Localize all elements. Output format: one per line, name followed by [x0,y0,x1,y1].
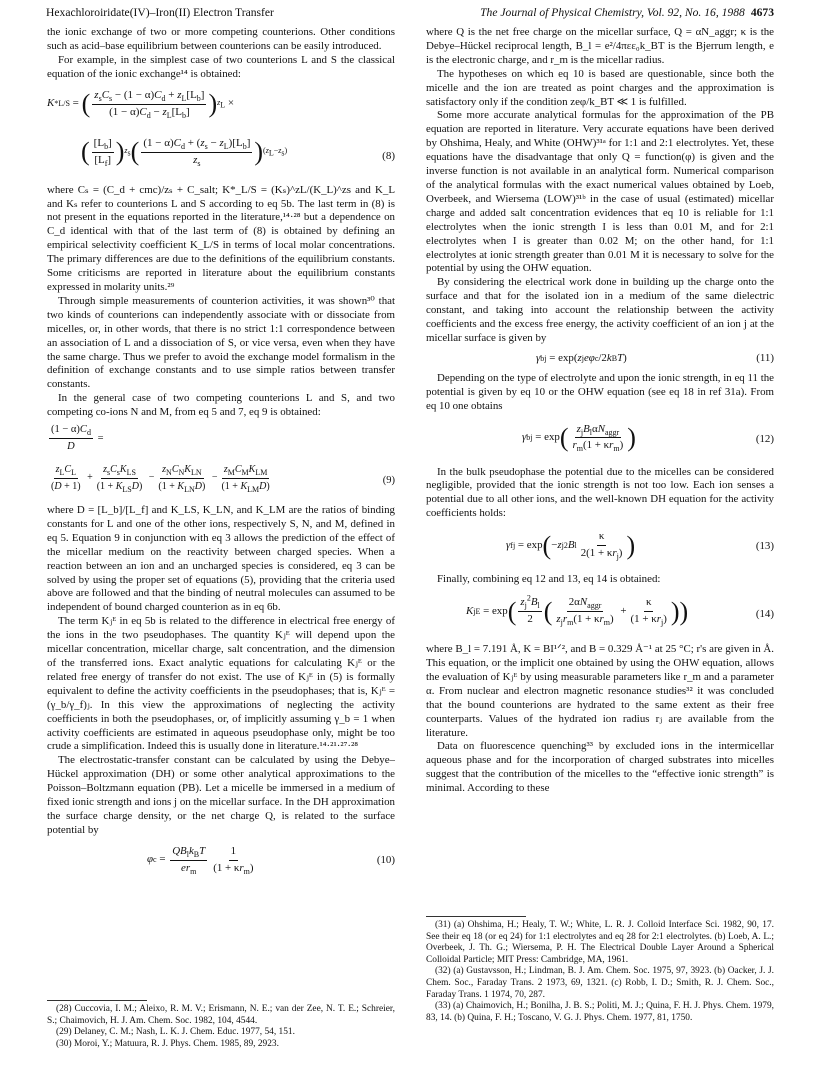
page-header [46,6,774,22]
right-footnotes [426,920,774,1024]
equation-9: $\frac{(1 - \alpha)C_d}{D}$ = $\frac{z_LC_L}{(D + 1)}$ + $\frac{z_sC_sK_{LS}}{(1 + K_{LS}D)}$ − $\frac{z_NC_NK_{LN}}{(1 + K_{LN}D)}$ − $\frac{z_MC_MK_{LM}}{(1 + K_{LM}D)}$ (9) [51,424,395,494]
right-paragraph-3: Some more accurate analytical formulas for the approximation of the PB equation are reported in literature. Very accurate equations have been derived by Ohshima, Healy, and White (OHW)³¹ᵃ for 1:1 and 2:1 electrolytes. Yet, these equations have the disadvantage that only Q = function(φ) is given and the inverse function is not available in an analytical form. Numerical comparison of the analytical formulas with the exact numerical values obtained by Loeb, Overbeek, and Wiersema (LOW)³¹ᵇ in the case of usual (estimated) micellar charge and added salt concentration evidences that eq 10 is reliable for 1:1 electrolytes when the ionic strength I is less than 0.01 M, and for 2:1 electrolytes when I is greater than 0.02 M; on the other hand, for 1:1 electrolytes at ionic strength greater than 0.01 M it is necessary to solve for the potential by using the OHW equation. [426,109,774,275]
equation-8-number: (8) [382,149,395,162]
left-paragraph-8: The electrostatic-transfer constant can be calculated by using the Debye–Hückel approximation (DH) or some other analytical approximations to the Poisson–Boltzmann equation (PB). Let a micelle be immersed in a medium of fixed ionic strength and ions j on the micellar surface. In the DH approximation the surface charge density, or the net charge Q, is related to the surface potential by [47,754,395,836]
equation-14-number: (14) [755,608,774,621]
left-paragraph-2: For example, in the simplest case of two counterions L and S the classical equation of the ionic exchange¹⁴ is obtained: [47,53,395,80]
right-paragraph-5: Depending on the type of electrolyte and upon the ionic strength, in eq 11 the potential is given by eq 10 or the OHW equation (see eq 18 in ref 31a). From eq 10 one obtains [426,371,774,412]
right-paragraph-6: In the bulk pseudophase the potential due to the micelles can be considered negligible, provided that the ionic strength is not too low. Each ion senses a potential due to all other ions, and the well-known DH equation for the activity coefficients holds: [426,465,774,520]
left-paragraph-7: The term Kⱼᴱ in eq 5b is related to the difference in electrical free energy of the ions in the two pseudophases. The quantity Kⱼᴱ will depend upon the micellar concentration, micellar charge, salt concentration, and the dimension of the transferred ions. Exact analytic equations for calculating Kⱼᴱ or the related free energy of transfer do not exist. The use of Kⱼᴱ in (5) is formally equivalent to define the activity coefficients in the pseudophases; that is, Kⱼᴱ = (γ_b/γ_f)ⱼ. In this view the approximations of neglecting the activity coefficients in both the pseudophases, or, of implicitly assuming γ_b = 1 when activity coefficients are estimated in aqueous pseudophase only, might be too crude a simplification. Indeed this is usually done in literature.¹⁴·²¹·²⁷·²⁸ [47,615,395,753]
right-paragraph-4: By considering the electrical work done in building up the charge onto the surface and that for the isolated ion in a medium of the same dielectric constant, and taking into account the relationship between the activity coefficients and the excess free energy, the activity coefficient of an ion j at the micellar surface is given by [426,276,774,344]
left-column [47,26,395,884]
right-paragraph-9: Data on fluorescence quenching³³ by excluded ions in the intermicellar aqueous phase and for the incorporation of charged substrates into micelles suggest that the contribution of the micelles to the “effective ionic strength” is minimal. According to these [426,740,774,795]
left-paragraph-3: where Cₛ = (C_d + cmc)/zₛ + C_salt; K*_L/S = (Kₛ)^zL/(K_L)^zs and K_L and Kₛ refer to counterions L and S according to eq 5b. The last term in (8) is not present in the equations reported in the literature,¹⁴·²⁸ but a dependence on C_d identical with that of the last term of (8) is obtained by defining an empirical selectivity coefficient K_L/S in terms of local molar concentrations. The primary differences are due to the definitions of the equilibrium constants. Some criticisms are reported in literature about the equilibrium constants expressed in molarity units.²⁹ [47,183,395,293]
journal-citation [480,6,774,19]
journal-name: The Journal of Physical Chemistry, Vol. 92, No. 16, 1988 [480,6,745,19]
running-title: Hexachloroiridate(IV)–Iron(II) Electron Transfer [46,6,274,19]
right-footnote-rule [426,916,526,917]
left-paragraph-6: where D = [L_b]/[L_f] and K_LS, K_LN, and K_LM are the ratios of binding constants for L and one of the other ions, respectively S, N, and M, defined in eq 5. Equation 9 in conjunction with eq 3 allows the prediction of the effect of the micellar medium on the reactivity between charged species. When a reaction between an ion and an uncharged species is considered, eq 3 can be solved by using the proper set of equations (5), providing that the criteria used above are followed and that the binding of neutral molecules can assumed to be independent of bound charged counterion as in eq 6b. [47,504,395,614]
equation-12: γ b j = exp ( $\frac{z_jB_l\alpha N_{aggr}}{r_m(1 + \kappa r_m)}$ ) (12) [522,422,774,454]
equation-13: γ f j = exp ( − z j 2 B l $\frac{\kappa}{2(1 + \kappa r_j)}$ ) (13) [506,530,774,562]
footnote-29: (29) Delaney, C. M.; Nash, L. K. J. Chem. Educ. 1977, 54, 151. [56,1027,295,1038]
equation-13-number: (13) [755,540,774,553]
equation-11: γ b j = exp( z j eφ c /2 k B T ) (11) [536,351,774,364]
footnote-28: (28) Cuccovia, I. M.; Aleixo, R. M. V.; Erismann, N. E.; van der Zee, N. T. E.; Schreier, S.; Chaimovich, H. J. Am. Chem. Soc. 1982, 104, 4544. [47,1004,395,1026]
equation-14: K j E = exp ( $\frac{z_j^2B_l}{2}$ ( $\frac{2\alpha N_{aggr}}{z_jr_m(1 + \kappa r_m)}$ + $\frac{\kappa}{(1 + \kappa r_j)}$ ) ) (14) [466,593,774,628]
equation-11-number: (11) [756,351,774,364]
equation-10: φ c = $\frac{QB_lk_BT}{er_m}$ $\frac{1}{(1 + \kappa r_m)}$ (10) [147,844,395,876]
right-paragraph-7: Finally, combining eq 12 and 13, eq 14 is obtained: [437,573,661,586]
left-paragraph-1: the ionic exchange of two or more competing counterions. Other conditions such as acid–base equilibrium between counterions can be easily introduced. [47,26,395,52]
equation-9-number: (9) [382,475,395,487]
footnote-32: (32) (a) Gustavsson, H.; Lindman, B. J. Am. Chem. Soc. 1975, 97, 3923. (b) Oacker, J. J. Chem. Soc., Faraday Trans. 2 1973, 69, 1321. (c) Robb, I. D.; Smith, R. J. Chem. Soc., Faraday Trans. 1 1974, 70, 287. [426,966,774,1000]
footnote-30: (30) Moroi, Y.; Matuura, R. J. Phys. Chem. 1985, 89, 2923. [56,1038,279,1049]
page-number: 4673 [750,6,774,19]
equation-10-number: (10) [376,853,395,866]
left-paragraph-5: In the general case of two competing counterions L and S, and two competing co-ions N and M, from eq 5 and 7, eq 9 is obtained: [47,392,395,419]
left-footnotes [47,1004,395,1050]
right-paragraph-8: where B_l = 7.191 Å, K = BI¹ᐟ², and B = 0.329 Å⁻¹ at 25 °C; r's are given in Å. This equation, or the implicit one obtained by using the OHW equation, allows the evaluation of Kⱼᴱ by using measurable parameters like r_m and a parameter α. From nuclear and electron magnetic resonance studies³² it was concluded that the bound counterions are hydrated to the same extent as their free counterparts. Values of the hydrated ion radius rⱼ are available from the literature. [426,643,774,739]
left-footnote-rule [47,1000,147,1001]
right-paragraph-2: The hypotheses on which eq 10 is based are questionable, since both the micelle and the ion are treated as point charges and the approximation is satisfactory only if the condition zeφ/k_BT ≪ 1 is fulfilled. [426,67,774,108]
footnote-33: (33) (a) Chaimovich, H.; Bonilha, J. B. S.; Politi, M. J.; Quina, F. H. J. Phys. Chem. 1979, 83, 14. (b) Quina, F. H.; Toscano, V. G. J. Phys. Chem. 1977, 81, 1750. [426,1001,774,1023]
equation-8: K * L/S = ( $\frac{z_sC_s - (1 - \alpha)C_d + z_L[L_b]}{(1 - \alpha)C_d - z_L[L_b]}$ ) $z_L$ × ( $\frac{[L_b]}{[L_f]}$ ) $z_s$ ( $\frac{(1 - \alpha)C_d + (z_s - z_L)[L_b]}{z_s}$ ) $(z_L-z_s)$ (8) [47,88,395,168]
footnote-31: (31) (a) Ohshima, H.; Healy, T. W.; White, L. R. J. Colloid Interface Sci. 1982, 90, 17. See their eq 18 (or eq 24) for 1:1 electrolytes and eq 28 for 2:1 electrolytes. (b) Loeb, A. L.; Overbeek, J. Th. G.; Wiersema, P. H. The Electrical Double Layer Around a Spherical Colloidal Particle; MIT Press: Cambridge, MA, 1961. [426,920,774,965]
equation-12-number: (12) [755,432,774,445]
right-paragraph-1: where Q is the net free charge on the micellar surface, Q = αN_aggr; κ is the Debye–Hückel reciprocal length, B_l = e²/4πεε₀k_BT is the Bjerrum length, e is the electronic charge, and r_m is the micellar radius. [426,26,774,66]
left-paragraph-4: Through simple measurements of counterion activities, it was shown³⁰ that two kinds of counterions can independently associate with or dissociate from micelles, or, in other words, that there is no strict 1:1 correspondence between an association of L and a dissociation of S, or vice versa, even when they have the same charge. Thus we prefer to avoid the exchange model formalism in the definition of exchange constants and to use simple ratios between transfer constants. [47,294,395,391]
right-column [426,26,774,796]
